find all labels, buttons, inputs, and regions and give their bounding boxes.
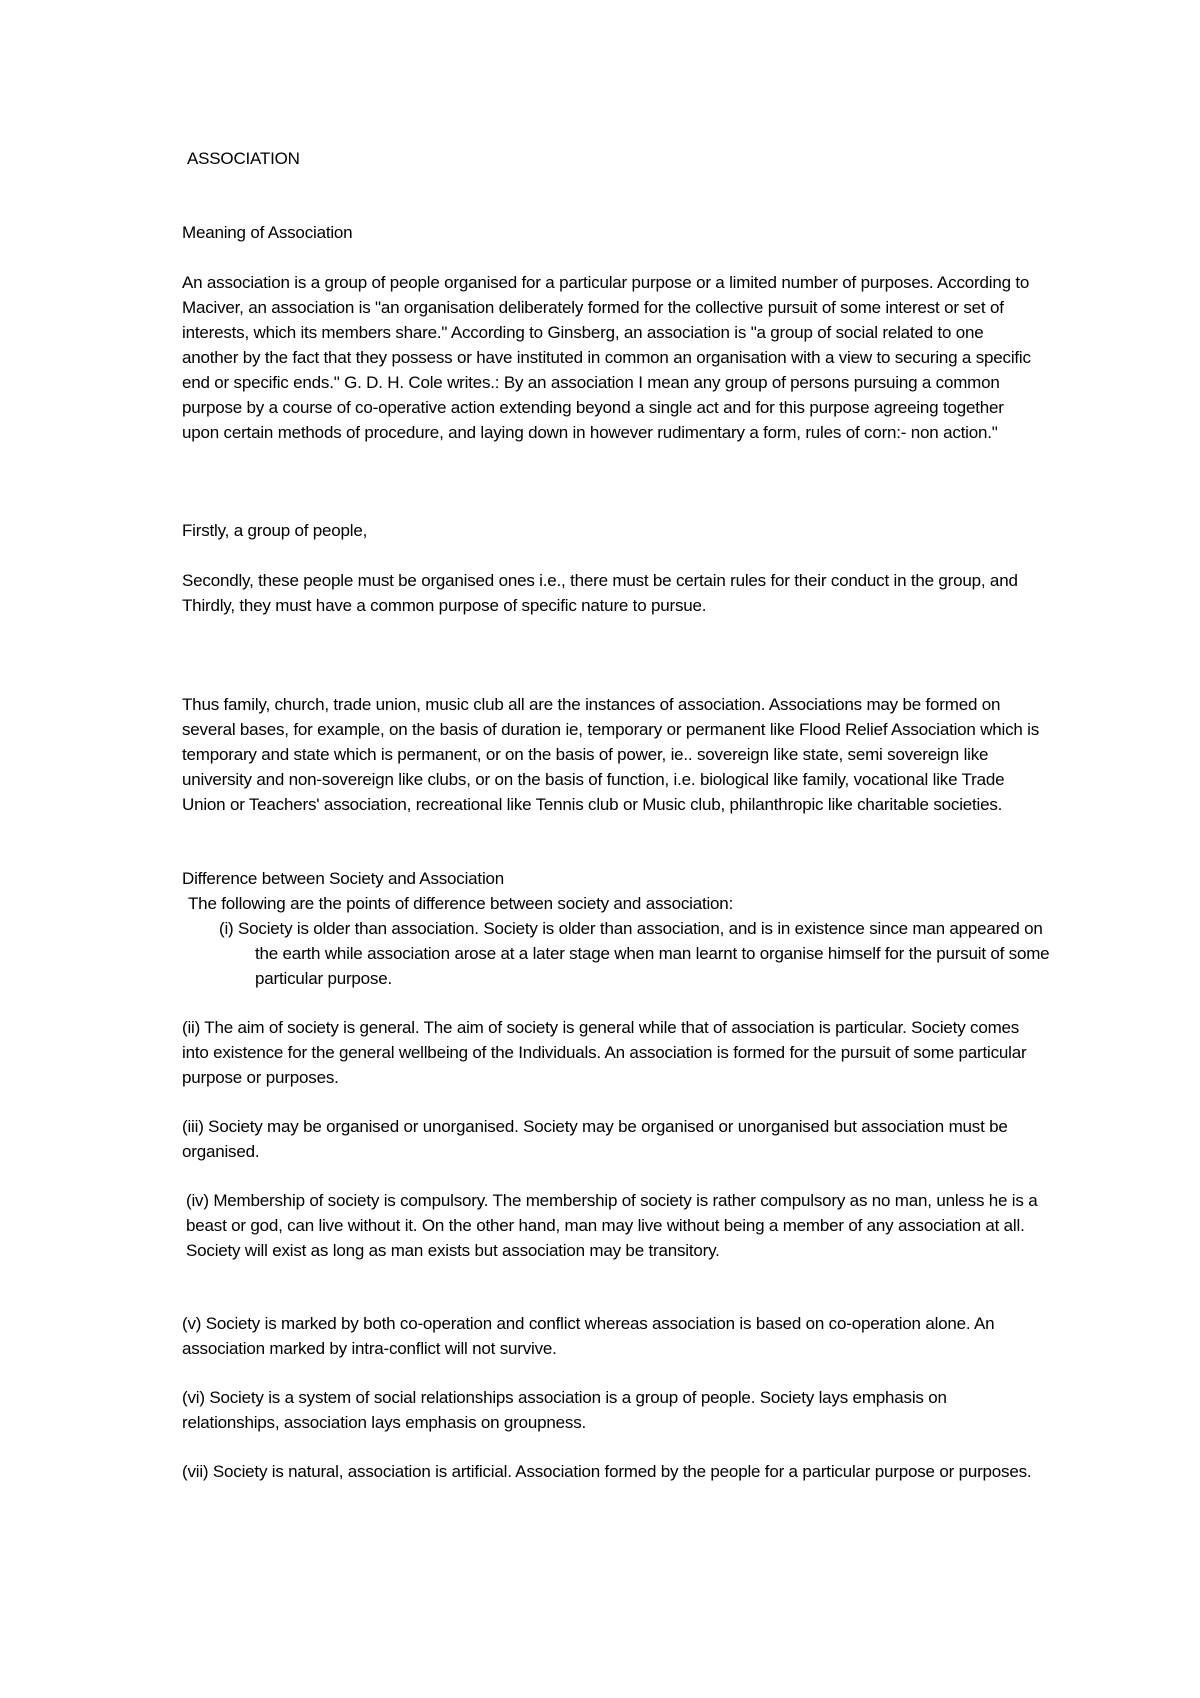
document-title: ASSOCIATION (187, 149, 300, 168)
difference-item-iii: (iii) Society may be organised or unorganised. Society may be organised or unorganised but association must be organised. (182, 1117, 1008, 1161)
firstly-paragraph: Firstly, a group of people, (182, 521, 368, 540)
meaning-heading: Meaning of Association (182, 223, 353, 242)
difference-item-vii: (vii) Society is natural, association is artificial. Association formed by the people for a particular purpose or purposes. (182, 1462, 1032, 1481)
difference-item-i: (i) Society is older than association. Society is older than association, and is in existence since man appeared on the earth while association arose at a later stage when man learnt to organise himself for the pursuit of some particular purpose. (219, 919, 1050, 988)
secondly-paragraph: Secondly, these people must be organised ones i.e., there must be certain rules for their conduct in the group, and Thirdly, they must have a common purpose of specific nature to pursue. (182, 571, 1018, 615)
difference-item-v: (v) Society is marked by both co-operation and conflict whereas association is based on co-operation alone. An association marked by intra-conflict will not survive. (182, 1314, 995, 1358)
difference-item-iv: (iv) Membership of society is compulsory. The membership of society is rather compulsory as no man, unless he is a beast or god, can live without it. On the other hand, man may live without being a member of any association at all. Society will exist as long as man exists but association may be transitory. (186, 1191, 1038, 1260)
meaning-paragraph: An association is a group of people organised for a particular purpose or a limited number of purposes. According to Maciver, an association is "an organisation deliberately formed for the collective pursuit of some interest or set of interests, which its members share." According to Ginsberg, an association is "a group of social related to one another by the fact that they possess or have instituted in common an organisation with a view to securing a specific end or specific ends." G. D. H. Cole writes.: By an association I mean any group of persons pursuing a common purpose by a course of co-operative action extending beyond a single act and for this purpose agreeing together upon certain methods of procedure, and laying down in however rudimentary a form, rules of corn:- non action." (182, 273, 1031, 442)
difference-item-ii: (ii) The aim of society is general. The aim of society is general while that of association is particular. Society comes into existence for the general wellbeing of the Individuals. An association is formed for the pursuit of some particular purpose or purposes. (182, 1018, 1027, 1087)
difference-heading: Difference between Society and Association (182, 869, 505, 888)
difference-item-vi: (vi) Society is a system of social relationships association is a group of people. Society lays emphasis on relationships, association lays emphasis on groupness. (182, 1388, 947, 1432)
difference-intro: The following are the points of difference between society and association: (188, 894, 734, 913)
instances-paragraph: Thus family, church, trade union, music club all are the instances of association. Associations may be formed on several bases, for example, on the basis of duration ie, temporary or permanent like Flood Relief Association which is temporary and state which is permanent, or on the basis of power, ie.. sovereign like state, semi sovereign like university and non-sovereign like clubs, or on the basis of function, i.e. biological like family, vocational like Trade Union or Teachers' association, recreational like Tennis club or Music club, philanthropic like charitable societies. (182, 695, 1040, 814)
